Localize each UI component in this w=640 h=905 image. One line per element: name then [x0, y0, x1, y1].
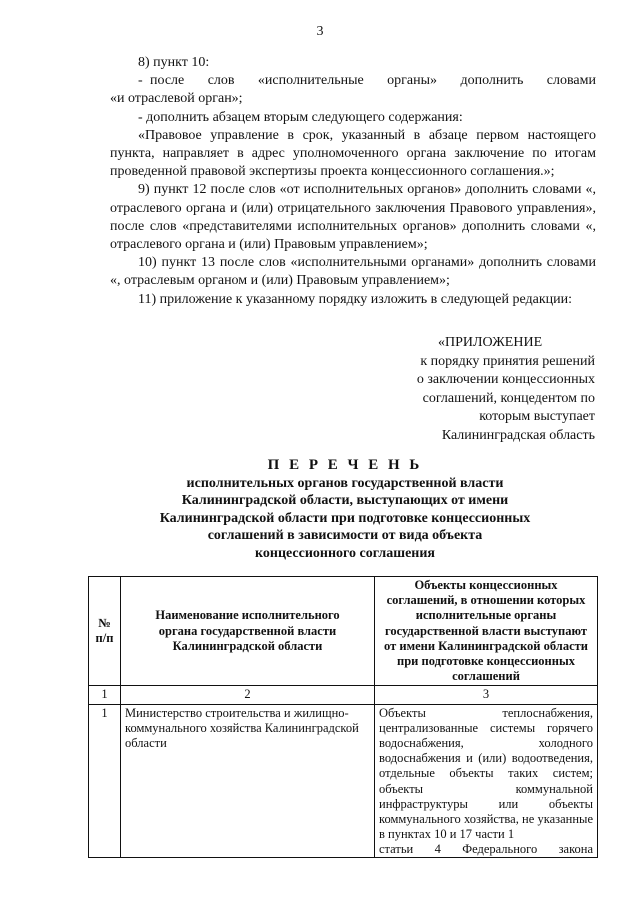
paragraph-quote: «Правовое управление в срок, указанный в абзаце первом настоящего пункта, направляет в адрес уполномоченного органа заключение по итогам проведенной правовой экспертизы проекта концессионного соглашения.»; — [110, 127, 596, 180]
numbering-cell: 2 — [121, 686, 375, 704]
appendix-line: о заключении концессионных — [416, 372, 595, 387]
header-number: № п/п — [89, 577, 121, 686]
appendix-line: соглашений, концедентом по — [422, 390, 595, 406]
list-subtitle-line: Калининградской области при подготовке концессионных — [159, 510, 531, 526]
table-row — [89, 704, 598, 858]
list-title: П Е Р Е Ч Е Н Ь — [267, 457, 423, 473]
numbering-cell: 1 — [89, 686, 121, 704]
body-text — [110, 54, 596, 309]
header-organ-name: Наименование исполнительного органа государственной власти Калининградской области — [121, 577, 375, 686]
row-organ-name: Министерство строительства и жилищно-коммунального хозяйства Калининградской области — [121, 704, 375, 858]
header-objects: Объекты концессионных соглашений, в отношении которых исполнительные органы государственной власти выступают от имени Калининградской области при подготовке концессионных соглашений — [375, 577, 598, 686]
numbering-cell: 3 — [375, 686, 598, 704]
appendix-block — [382, 334, 595, 445]
paragraph-text: после слов «исполнительные органы» дополнить словами — [150, 73, 596, 89]
row-objects — [375, 704, 598, 858]
table-header-row — [89, 577, 598, 686]
table-numbering-row — [89, 686, 598, 704]
paragraph-continuation: «и отраслевой орган»; — [110, 91, 243, 107]
row-number: 1 — [89, 704, 121, 858]
paragraph-item-9: 9) пункт 12 после слов «от исполнительных органов» дополнить словами «, отраслевого органа и (или) отрицательного заключения Правового управления», после слов «представителями исполнительных органов» дополнить словами «, отраслевого органа и (или) Правовым управлением»; — [110, 182, 596, 253]
appendix-title: «ПРИЛОЖЕНИЕ — [438, 335, 543, 350]
organs-table — [88, 576, 598, 858]
row-objects-cut-line: статьи 4 Федерального закона — [379, 842, 593, 857]
appendix-line: к порядку принятия решений — [420, 353, 595, 369]
list-heading — [120, 457, 570, 563]
list-subtitle-line: исполнительных органов государственной власти — [186, 475, 504, 491]
row-objects-text: Объекты теплоснабжения, централизованные системы горячего водоснабжения, холодного водоснабжения и (или) водоотведения, отдельные объекты таких систем; объекты коммунальной инфраструктуры или объекты коммунального хозяйства, не указанные в пунктах 10 и 17 части 1 — [379, 705, 593, 842]
list-subtitle-line: концессионного соглашения — [255, 545, 435, 561]
dash-marker: - — [138, 73, 143, 89]
appendix-line: которым выступает — [479, 409, 595, 424]
appendix-line: Калининградская область — [441, 427, 595, 443]
paragraph-item-10: 10) пункт 13 после слов «исполнительными органами» дополнить словами «, отраслевым органом и (или) Правовым управлением»; — [110, 255, 596, 289]
page-number: 3 — [316, 24, 324, 39]
list-subtitle-line: соглашений в зависимости от вида объекта — [207, 528, 483, 544]
list-subtitle-line: Калининградской области, выступающих от имени — [181, 493, 509, 509]
paragraph-item-11: 11) приложение к указанному порядку изложить в следующей редакции: — [138, 291, 573, 307]
paragraph-item-8-sub1 — [110, 72, 596, 90]
paragraph-item-8-sub2: - дополнить абзацем вторым следующего содержания: — [138, 109, 463, 125]
paragraph-item-8: 8) пункт 10: — [138, 55, 210, 70]
